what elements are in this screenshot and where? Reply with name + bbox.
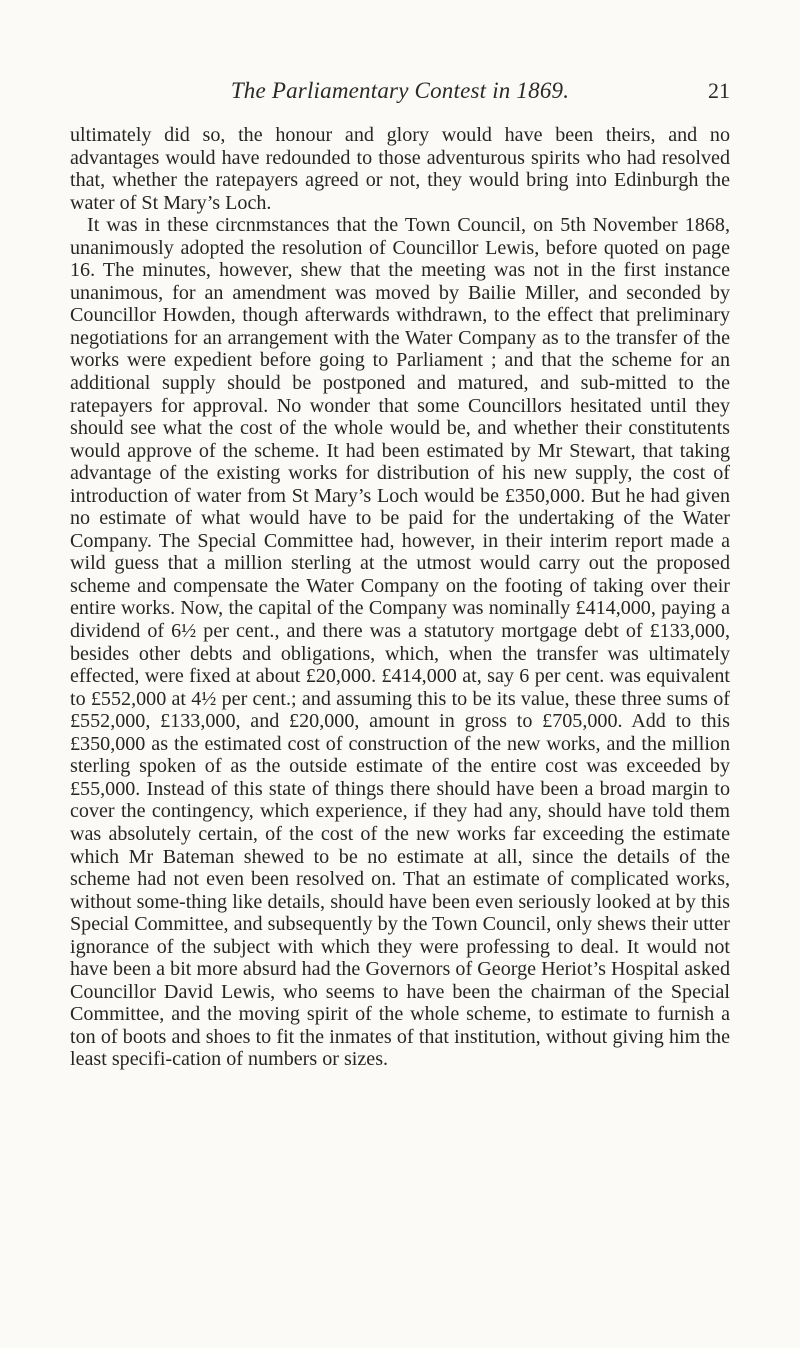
page-number: 21 bbox=[708, 78, 730, 103]
running-title: The Parliamentary Contest in 1869. bbox=[230, 78, 570, 103]
body-text bbox=[70, 124, 730, 1071]
paragraph-continuation: ultimately did so, the honour and glory would have been theirs, and no advantages would have redounded to those adventurous spirits who had resolved that, whether the ratepayers agreed or not, they would bring into Edinburgh the water of St Mary’s Loch. bbox=[70, 124, 730, 214]
running-head bbox=[70, 78, 730, 110]
paragraph-town-council: It was in these circnmstances that the Town Council, on 5th November 1868, unanimously adopted the resolution of Councillor Lewis, before quoted on page 16. The minutes, however, shew that the meeting was not in the first instance unanimous, for an amendment was moved by Bailie Miller, and seconded by Councillor Howden, though afterwards withdrawn, to the effect that preliminary negotiations for an arrangement with the Water Company as to the transfer of the works were expedient before going to Parliament ; and that the scheme for an additional supply should be postponed and matured, and sub-mitted to the ratepayers for approval. No wonder that some Councillors hesitated until they should see what the cost of the whole would be, and whether their constitutents would approve of the scheme. It had been estimated by Mr Stewart, that taking advantage of the existing works for distribution of his new supply, the cost of introduction of water from St Mary’s Loch would be £350,000. But he had given no estimate of what would have to be paid for the undertaking of the Water Company. The Special Committee had, however, in their interim report made a wild guess that a million sterling at the utmost would carry out the proposed scheme and compensate the Water Company on the footing of taking over their entire works. Now, the capital of the Company was nominally £414,000, paying a dividend of 6½ per cent., and there was a statutory mortgage debt of £133,000, besides other debts and obligations, which, when the transfer was ultimately effected, were fixed at about £20,000. £414,000 at, say 6 per cent. was equivalent to £552,000 at 4½ per cent.; and assuming this to be its value, these three sums of £552,000, £133,000, and £20,000, amount in gross to £705,000. Add to this £350,000 as the estimated cost of construction of the new works, and the million sterling spoken of as the outside estimate of the entire cost was exceeded by £55,000. Instead of this state of things there should have been a broad margin to cover the contingency, which experience, if they had any, should have told them was absolutely certain, of the cost of the new works far exceeding the estimate which Mr Bateman shewed to be no estimate at all, since the details of the scheme had not even been resolved on. That an estimate of complicated works, without some-thing like details, should have been even seriously looked at by this Special Committee, and subsequently by the Town Council, only shews their utter ignorance of the subject with which they were professing to deal. It would not have been a bit more absurd had the Governors of George Heriot’s Hospital asked Councillor David Lewis, who seems to have been the chairman of the Special Committee, and the moving spirit of the whole scheme, to estimate to furnish a ton of boots and shoes to fit the inmates of that institution, without giving him the least specifi-cation of numbers or sizes. bbox=[70, 214, 730, 1071]
